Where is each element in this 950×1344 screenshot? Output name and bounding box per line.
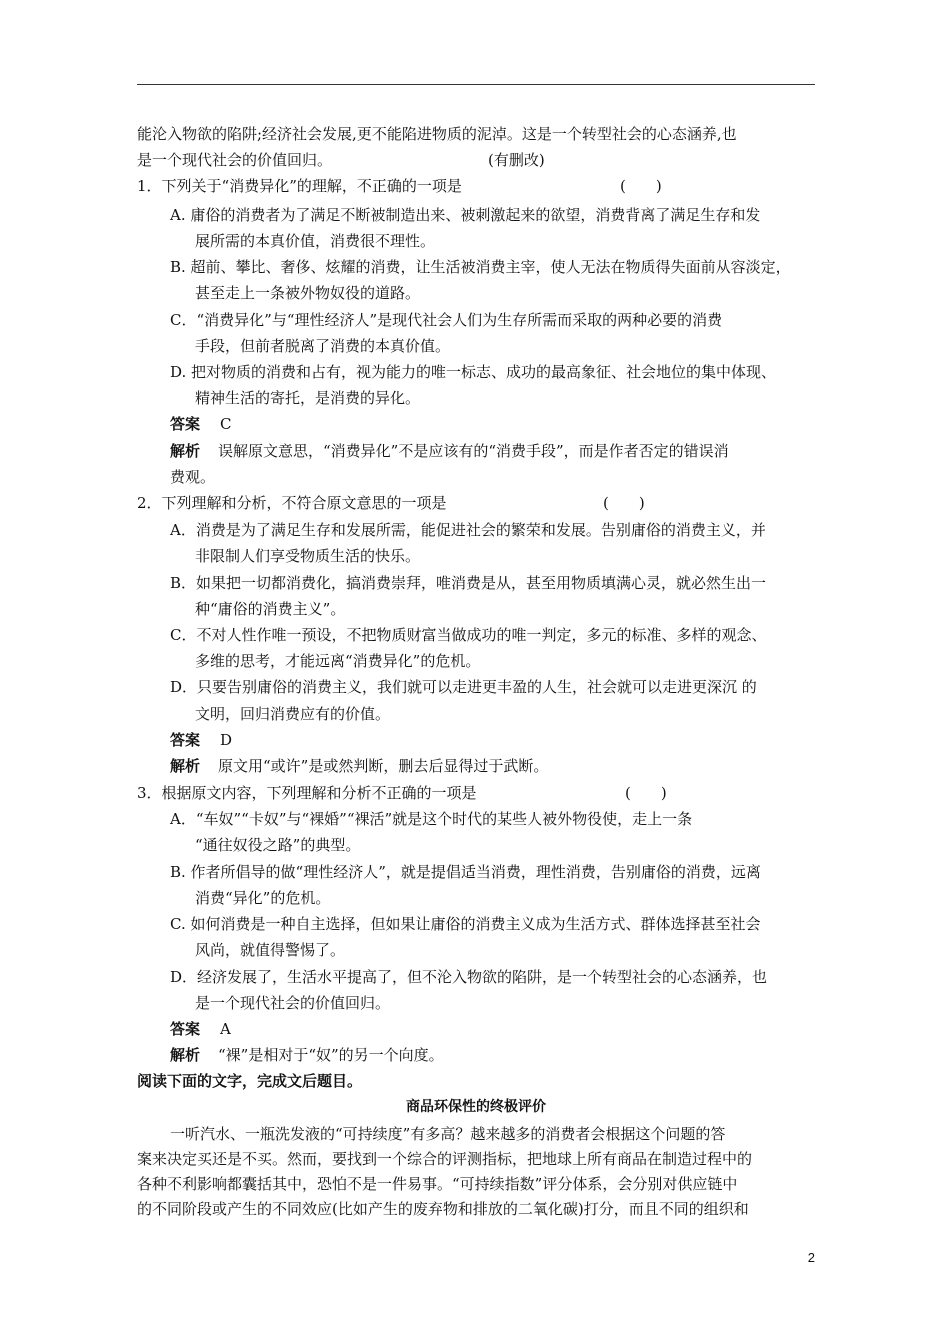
intro-line-2: 是一个现代社会的价值回归。 xyxy=(137,151,333,169)
q1-option-d-cont: 精神生活的寄托，是消费的异化。 xyxy=(195,389,421,407)
passage-line-2: 案来决定买还是不买。然而，要找到一个综合的评测指标，把地球上所有商品在制造过程中的 xyxy=(137,1150,753,1168)
q1-option-c-cont: 手段，但前者脱离了消费的本真价值。 xyxy=(195,337,451,355)
q1-option-a: A. 庸俗的消费者为了满足不断被制造出来、被刺激起来的欲望，消费背离了满足生存和发 xyxy=(170,206,761,224)
q1-option-b-cont: 甚至走上一条被外物奴役的道路。 xyxy=(195,284,421,302)
q1-answer-label: 答案 xyxy=(170,415,201,433)
header-rule xyxy=(137,84,815,85)
q1-explanation-cont: 费观。 xyxy=(170,468,216,486)
q2-explanation-label: 解析 xyxy=(170,757,201,775)
q2-explanation: 原文用“或许”是或然判断，删去后显得过于武断。 xyxy=(218,757,549,775)
q2-option-b-cont: 种“庸俗的消费主义”。 xyxy=(195,600,346,618)
q2-option-d: D．只要告别庸俗的消费主义，我们就可以走进更丰盈的人生，社会就可以走进更深沉 的 xyxy=(170,678,757,696)
q1-explanation: 误解原文意思，“消费异化”不是应该有的“消费手段”，而是作者否定的错误消 xyxy=(218,442,729,460)
q3-option-b: B. 作者所倡导的做“理性经济人”，就是提倡适当消费，理性消费，告别庸俗的消费，远离 xyxy=(170,863,761,881)
q2-answer-label: 答案 xyxy=(170,731,201,749)
q3-option-a-cont: “通往奴役之路”的典型。 xyxy=(195,836,361,854)
q3-option-b-cont: 消费“异化”的危机。 xyxy=(195,889,331,907)
q2-option-c-cont: 多维的思考，才能远离“消费异化”的危机。 xyxy=(195,652,481,670)
q2-stem: 2．下列理解和分析，不符合原文意思的一项是 xyxy=(137,494,447,512)
q2-option-c: C．不对人性作唯一预设，不把物质财富当做成功的唯一判定，多元的标准、多样的观念、 xyxy=(170,626,767,644)
q2-option-b: B．如果把一切都消费化，搞消费崇拜，唯消费是从，甚至用物质填满心灵，就必然生出一 xyxy=(170,574,767,592)
q3-explanation: “裸”是相对于“奴”的另一个向度。 xyxy=(218,1046,444,1064)
passage-line-4: 的不同阶段或产生的不同效应(比如产生的废弃物和排放的二氧化碳)打分，而且不同的组织和 xyxy=(137,1200,749,1218)
q3-answer-label: 答案 xyxy=(170,1020,201,1038)
q3-answer: A xyxy=(220,1020,231,1038)
q1-explanation-label: 解析 xyxy=(170,442,201,460)
page-number: 2 xyxy=(807,1250,815,1265)
q2-option-d-cont: 文明，回归消费应有的价值。 xyxy=(195,705,391,723)
q3-option-a: A．“车奴”“卡奴”与“裸婚”“裸活”就是这个时代的某些人被外物役使，走上一条 xyxy=(170,810,693,828)
q1-option-d: D. 把对物质的消费和占有，视为能力的唯一标志、成功的最高象征、社会地位的集中体现、 xyxy=(170,363,777,381)
reading-instruction: 阅读下面的文字，完成文后题目。 xyxy=(137,1072,363,1090)
q3-stem: 3．根据原文内容，下列理解和分析不正确的一项是 xyxy=(137,784,477,802)
intro-source: (有删改) xyxy=(488,151,545,169)
q3-option-d: D．经济发展了，生活水平提高了，但不沦入物欲的陷阱，是一个转型社会的心态涵养，也 xyxy=(170,968,768,986)
q1-option-b: B. 超前、攀比、奢侈、炫耀的消费，让生活被消费主宰，使人无法在物质得失面前从容淡定， xyxy=(170,258,791,276)
passage-line-1: 一听汽水、一瓶洗发液的“可持续度”有多高？越来越多的消费者会根据这个问题的答 xyxy=(170,1125,726,1143)
q3-explanation-label: 解析 xyxy=(170,1046,201,1064)
q1-paren: ( ) xyxy=(620,177,662,195)
q1-stem: 1．下列关于“消费异化”的理解，不正确的一项是 xyxy=(137,177,462,195)
q2-answer: D xyxy=(220,731,233,749)
intro-line-1: 能沦入物欲的陷阱;经济社会发展,更不能陷进物质的泥淖。这是一个转型社会的心态涵养,也 xyxy=(137,125,737,143)
q2-paren: ( ) xyxy=(603,494,645,512)
q3-option-c: C. 如何消费是一种自主选择，但如果让庸俗的消费主义成为生活方式、群体选择甚至社会 xyxy=(170,915,761,933)
q2-option-a: A．消费是为了满足生存和发展所需，能促进社会的繁荣和发展。告别庸俗的消费主义，并 xyxy=(170,521,766,539)
q3-option-c-cont: 风尚，就值得警惕了。 xyxy=(195,941,346,959)
passage-line-3: 各种不利影响都囊括其中，恐怕不是一件易事。“可持续指数”评分体系，会分别对供应链中 xyxy=(137,1175,738,1193)
q3-option-d-cont: 是一个现代社会的价值回归。 xyxy=(195,994,391,1012)
passage-title: 商品环保性的终极评价 xyxy=(406,1099,546,1115)
q2-option-a-cont: 非限制人们享受物质生活的快乐。 xyxy=(195,547,421,565)
q3-paren: ( ) xyxy=(625,784,667,802)
q1-answer: C xyxy=(220,415,232,433)
q1-option-a-cont: 展所需的本真价值，消费很不理性。 xyxy=(195,232,436,250)
q1-option-c: C．“消费异化”与“理性经济人”是现代社会人们为生存所需而采取的两种必要的消费 xyxy=(170,311,723,329)
